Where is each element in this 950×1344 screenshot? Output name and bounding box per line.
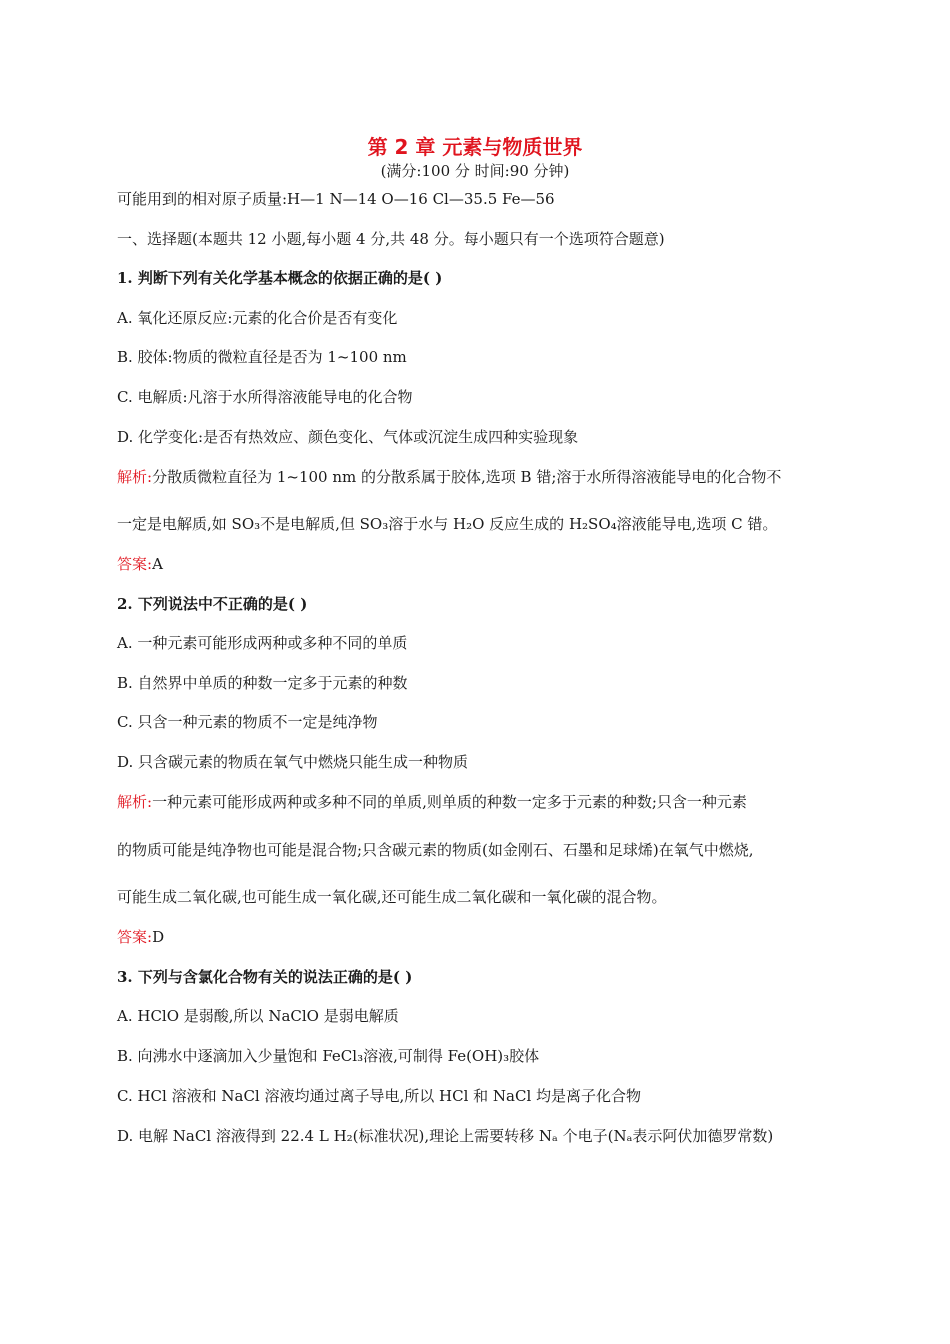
q2-option-d: D. 只含碳元素的物质在氧气中燃烧只能生成一种物质 xyxy=(117,753,469,771)
q2-answer-value: D xyxy=(152,928,165,946)
q1-stem: 1. 判断下列有关化学基本概念的依据正确的是( ) xyxy=(117,269,443,287)
q3-option-a: A. HClO 是弱酸,所以 NaClO 是弱电解质 xyxy=(117,1007,399,1025)
q2-stem: 2. 下列说法中不正确的是( ) xyxy=(117,595,308,613)
q3-option-d: D. 电解 NaCl 溶液得到 22.4 L H₂(标准状况),理论上需要转移 Nₐ 个电子(Nₐ表示阿伏加德罗常数) xyxy=(117,1127,774,1145)
q1-jiexi-text-1: 分散质微粒直径为 1~100 nm 的分散系属于胶体,选项 B 错;溶于水所得溶液能导电的化合物不 xyxy=(152,468,782,486)
q2-option-b: B. 自然界中单质的种数一定多于元素的种数 xyxy=(117,674,408,692)
q3-stem: 3. 下列与含氯化合物有关的说法正确的是( ) xyxy=(117,968,413,986)
q3-option-b: B. 向沸水中逐滴加入少量饱和 FeCl₃溶液,可制得 Fe(OH)₃胶体 xyxy=(117,1047,540,1065)
q3-option-c: C. HCl 溶液和 NaCl 溶液均通过离子导电,所以 HCl 和 NaCl 均是离子化合物 xyxy=(117,1087,642,1105)
q2-answer-label: 答案: xyxy=(117,928,153,946)
q2-option-a: A. 一种元素可能形成两种或多种不同的单质 xyxy=(117,634,408,652)
q1-jiexi-text-2: 一定是电解质,如 SO₃不是电解质,但 SO₃溶于水与 H₂O 反应生成的 H₂SO₄溶液能导电,选项 C 错。 xyxy=(117,515,778,533)
q2-jiexi-label: 解析: xyxy=(117,793,153,811)
q2-jiexi-text-2: 的物质可能是纯净物也可能是混合物;只含碳元素的物质(如金刚石、石墨和足球烯)在氧气中燃烧, xyxy=(117,841,754,859)
atomic-masses: 可能用到的相对原子质量:H—1 N—14 O—16 Cl—35.5 Fe—56 xyxy=(117,190,555,208)
q1-answer xyxy=(117,554,163,574)
q2-jiexi-text-1: 一种元素可能形成两种或多种不同的单质,则单质的种数一定多于元素的种数;只含一种元素 xyxy=(152,793,747,811)
q2-jiexi-text-3: 可能生成二氧化碳,也可能生成一氧化碳,还可能生成二氧化碳和一氧化碳的混合物。 xyxy=(117,888,667,906)
q1-jiexi xyxy=(117,467,781,487)
q2-jiexi xyxy=(117,792,747,812)
q1-option-c: C. 电解质:凡溶于水所得溶液能导电的化合物 xyxy=(117,388,413,406)
q1-option-d: D. 化学变化:是否有热效应、颜色变化、气体或沉淀生成四种实验现象 xyxy=(117,428,579,446)
page-title: 第 2 章 元素与物质世界 xyxy=(367,135,583,159)
q1-jiexi-label: 解析: xyxy=(117,468,153,486)
q1-option-b: B. 胶体:物质的微粒直径是否为 1~100 nm xyxy=(117,348,407,366)
q2-answer xyxy=(117,927,164,947)
section-heading: 一、选择题(本题共 12 小题,每小题 4 分,共 48 分。每小题只有一个选项符合题意) xyxy=(117,230,665,248)
q1-option-a: A. 氧化还原反应:元素的化合价是否有变化 xyxy=(117,309,398,327)
page-subtitle: (满分:100 分 时间:90 分钟) xyxy=(380,162,570,180)
q1-answer-label: 答案: xyxy=(117,555,153,573)
q2-option-c: C. 只含一种元素的物质不一定是纯净物 xyxy=(117,713,378,731)
q1-answer-value: A xyxy=(152,555,163,573)
